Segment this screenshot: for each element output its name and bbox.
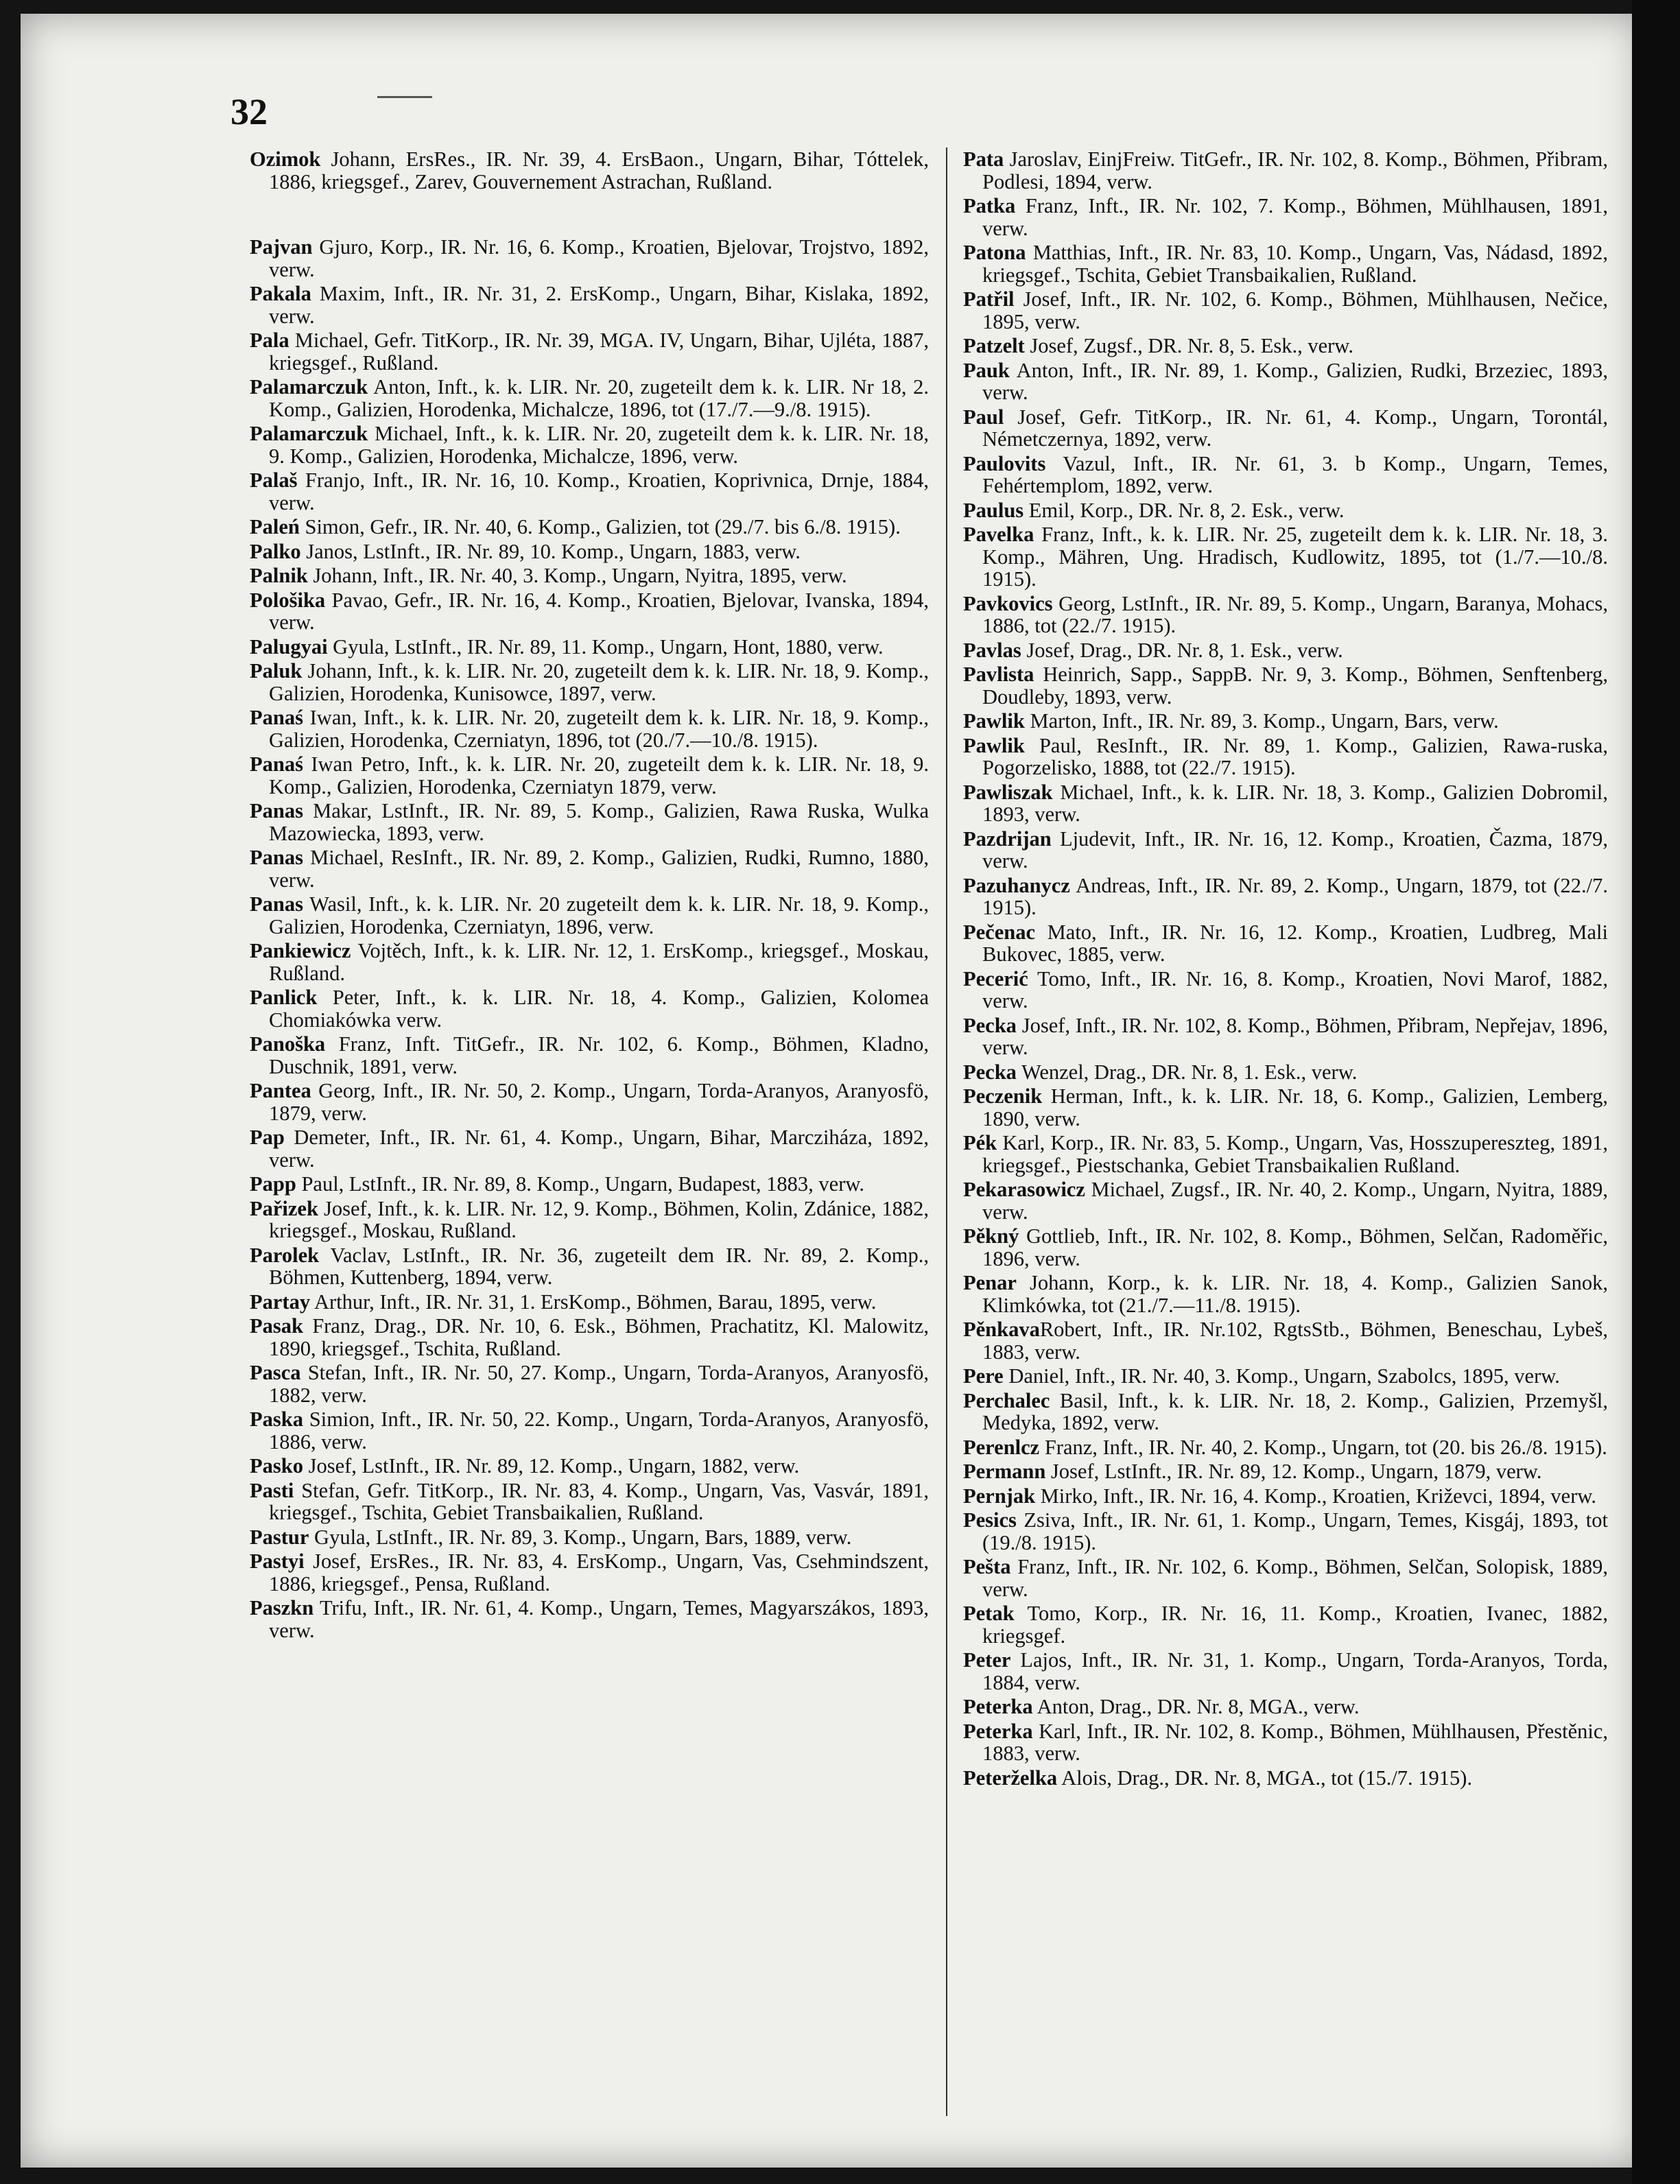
entry-details: Iwan, Inft., k. k. LIR. Nr. 20, zugeteilt dem k. k. LIR. Nr. 18, 9. Komp., Galizien, Horodenka, Czerniatyn, 1896, tot (20./7.—10./8. 1915). [269,706,929,752]
list-entry [250,541,929,563]
list-entry [963,1085,1608,1130]
list-entry [963,710,1608,733]
list-entry [963,968,1608,1012]
list-entry [963,1365,1608,1388]
entry-details: Makar, LstInft., IR. Nr. 89, 5. Komp., Galizien, Rawa Ruska, Wulka Mazowiecka, 1893, verw. [269,799,929,845]
entry-surname: Panas [250,846,303,869]
entry-surname: Pološika [250,588,326,612]
entry-surname: Pavelka [963,523,1034,546]
list-entry [250,1291,929,1314]
list-entry [963,288,1608,333]
list-entry [963,1602,1608,1647]
list-entry [250,589,929,634]
list-entry [250,516,929,538]
list-entry [963,1318,1608,1363]
entry-surname: Pajvan [250,235,313,259]
entry-details: Franjo, Inft., IR. Nr. 16, 10. Komp., Kroatien, Koprivnica, Drnje, 1884, verw. [269,468,929,514]
entry-surname: Pazuhanycz [963,873,1070,897]
list-entry [963,148,1608,193]
entry-surname: Paulus [963,498,1024,522]
entry-surname: Pasko [250,1454,303,1477]
entry-details: Demeter, Inft., IR. Nr. 61, 4. Komp., Ungarn, Bihar, Marcziháza, 1892, verw. [269,1126,929,1172]
entry-details: Josef, Drag., DR. Nr. 8, 1. Esk., verw. [1021,638,1343,662]
entry-surname: Panlick [250,986,318,1009]
entry-details: Karl, Korp., IR. Nr. 83, 5. Komp., Ungarn, Vas, Hosszupereszteg, 1891, kriegsgef., Piestschanka, Gebiet Transbaikalien Rußland. [982,1131,1608,1177]
entry-surname: Pavlas [963,638,1021,662]
entry-surname: Pere [963,1364,1004,1388]
entry-surname: Petak [963,1602,1015,1625]
entry-surname: Pawlik [963,733,1025,757]
entry-details: Franz, Inft., IR. Nr. 40, 2. Komp., Ungarn, tot (20. bis 26./8. 1915). [1039,1435,1607,1459]
entry-details: Michael, ResInft., IR. Nr. 89, 2. Komp., Galizien, Rudki, Rumno, 1880, verw. [269,846,929,892]
entry-surname: Pastyi [250,1550,305,1573]
scan-edge [1632,0,1680,2184]
entry-surname: Pavlista [963,663,1034,686]
list-entry [963,335,1608,357]
list-entry [963,735,1608,779]
entry-surname: Pawliszak [963,780,1053,804]
list-entry [250,329,929,374]
entry-details: Zsiva, Inft., IR. Nr. 61, 1. Komp., Ungarn, Temes, Kisgáj, 1893, tot (19./8. 1915). [982,1508,1608,1554]
list-entry [963,1014,1608,1059]
entry-details: Gjuro, Korp., IR. Nr. 16, 6. Komp., Kroatien, Bjelovar, Trojstvo, 1892, verw. [269,235,929,281]
entry-surname: Patřil [963,287,1015,311]
list-entry [250,283,929,327]
entry-surname: Paska [250,1408,303,1431]
entry-surname: Peterželka [963,1766,1058,1790]
entry-details: Emil, Korp., DR. Nr. 8, 2. Esk., verw. [1024,498,1345,522]
column-divider [946,147,947,2116]
entry-details: Daniel, Inft., IR. Nr. 40, 3. Komp., Ungarn, Szabolcs, 1895, verw. [1003,1364,1560,1388]
entry-surname: Pawlik [963,709,1025,733]
entry-details: Johann, Inft., IR. Nr. 40, 3. Komp., Ungarn, Nyitra, 1895, verw. [307,564,847,587]
entry-details: Paul, LstInft., IR. Nr. 89, 8. Komp., Ungarn, Budapest, 1883, verw. [296,1172,865,1196]
entry-surname: Paszkn [250,1596,314,1619]
entry-surname: Pastur [250,1525,309,1549]
entry-details: Georg, LstInft., IR. Nr. 89, 5. Komp., Ungarn, Baranya, Mohacs, 1886, tot (22./7. 1915). [982,591,1608,637]
list-entry [250,1080,929,1124]
list-entry [963,406,1608,451]
entry-surname: Penar [963,1271,1017,1294]
list-entry [250,986,929,1031]
entry-surname: Perenlcz [963,1435,1040,1459]
entry-surname: Partay [250,1290,311,1314]
list-entry [250,148,929,193]
entry-surname: Pekarasowicz [963,1178,1085,1201]
list-entry [963,781,1608,826]
entry-details: Michael, Inft., k. k. LIR. Nr. 18, 3. Komp., Galizien Dobromil, 1893, verw. [982,780,1608,826]
entry-details: Pavao, Gefr., IR. Nr. 16, 4. Komp., Kroatien, Bjelovar, Ivanska, 1894, verw. [269,588,929,634]
entry-details: Johann, Inft., k. k. LIR. Nr. 20, zugeteilt dem k. k. LIR. Nr. 18, 9. Komp., Galizien, Horodenka, Kunisowce, 1897, verw. [269,659,929,705]
entry-surname: Parolek [250,1243,320,1267]
entry-details: Josef, Inft., IR. Nr. 102, 6. Komp., Böhmen, Mühlhausen, Nečice, 1895, verw. [982,287,1608,333]
list-entry [963,1061,1608,1084]
entry-details: Arthur, Inft., IR. Nr. 31, 1. ErsKomp., Böhmen, Barau, 1895, verw. [310,1290,877,1314]
entry-details: Lajos, Inft., IR. Nr. 31, 1. Komp., Ungarn, Torda-Aranyos, Torda, 1884, verw. [982,1648,1608,1694]
entry-surname: Pauk [963,358,1010,382]
entry-surname: Pala [250,329,289,352]
entry-details: Anton, Drag., DR. Nr. 8, MGA., verw. [1032,1695,1360,1718]
entry-details: Josef, ErsRes., IR. Nr. 83, 4. ErsKomp., Ungarn, Vas, Csehmindszent, 1886, kriegsgef., Pensa, Rußland. [269,1550,929,1595]
entry-details: Mirko, Inft., IR. Nr. 16, 4. Komp., Kroatien, Križevci, 1894, verw. [1035,1484,1597,1508]
entry-surname: Pankiewicz [250,939,351,962]
list-entry [963,1649,1608,1694]
list-entry [963,1696,1608,1718]
list-entry [963,1132,1608,1176]
entry-details: Michael, Zugsf., IR. Nr. 40, 2. Komp., Ungarn, Nyitra, 1889, verw. [982,1178,1608,1224]
entry-details: Mato, Inft., IR. Nr. 16, 12. Komp., Kroatien, Ludbreg, Mali Bukovec, 1885, verw. [982,920,1608,966]
entry-details: Simion, Inft., IR. Nr. 50, 22. Komp., Ungarn, Torda-Aranyos, Aranyosfö, 1886, verw. [269,1408,929,1453]
entry-details: Johann, Korp., k. k. LIR. Nr. 18, 4. Komp., Galizien Sanok, Klimkówka, tot (21./7.—11./8. 1915). [982,1271,1608,1317]
list-entry [963,1720,1608,1765]
list-entry [250,236,929,281]
entry-surname: Palugyai [250,634,328,658]
list-entry [963,1509,1608,1554]
list-entry [250,1408,929,1453]
list-entry [963,359,1608,404]
entry-details: Peter, Inft., k. k. LIR. Nr. 18, 4. Komp., Galizien, Kolomea Chomiakówka verw. [269,986,929,1032]
list-entry [963,241,1608,286]
entry-details: Karl, Inft., IR. Nr. 102, 8. Komp., Böhmen, Mühlhausen, Přestěnic, 1883, verw. [982,1719,1608,1765]
list-entry [963,1460,1608,1483]
entry-details: Gottlieb, Inft., IR. Nr. 102, 8. Komp., Böhmen, Selčan, Radoměřic, 1896, verw. [982,1224,1608,1270]
entry-details: Vazul, Inft., IR. Nr. 61, 3. b Komp., Ungarn, Temes, Fehértemplom, 1892, verw. [982,451,1608,497]
list-entry [250,753,929,798]
header-rule [377,96,432,98]
list-entry [250,376,929,420]
list-entry [963,195,1608,239]
list-entry [250,707,929,751]
entry-details: Trifu, Inft., IR. Nr. 61, 4. Komp., Ungarn, Temes, Magyarszákos, 1893, verw. [269,1596,929,1642]
entry-details: Johann, ErsRes., IR. Nr. 39, 4. ErsBaon., Ungarn, Bihar, Tóttelek, 1886, kriegsgef., Zarev, Gouvernement Astrachan, Rußland. [269,147,929,193]
entry-surname: Palnik [250,564,308,587]
entry-surname: Pakala [250,282,311,305]
entry-surname: Pernjak [963,1484,1036,1508]
entry-details: Franz, Inft. TitGefr., IR. Nr. 102, 6. Komp., Böhmen, Kladno, Duschnik, 1891, verw. [269,1032,929,1078]
entry-details: Stefan, Inft., IR. Nr. 50, 27. Komp., Ungarn, Torda-Aranyos, Aranyosfö, 1882, verw. [269,1361,929,1407]
entry-surname: Pasak [250,1314,303,1338]
entry-surname: Palamarczuk [250,375,368,399]
list-entry [963,1390,1608,1434]
list-entry [963,639,1608,662]
entry-details: Anton, Inft., IR. Nr. 89, 1. Komp., Galizien, Rudki, Brzeziec, 1893, verw. [982,358,1608,404]
entry-details: Josef, Inft., k. k. LIR. Nr. 12, 9. Komp., Böhmen, Kolin, Zdánice, 1882, kriegsgef., Moskau, Rußland. [269,1196,929,1242]
entry-details: Gyula, LstInft., IR. Nr. 89, 3. Komp., Ungarn, Bars, 1889, verw. [309,1525,852,1549]
entry-surname: Permann [963,1460,1046,1483]
entry-surname: Pečenac [963,920,1035,944]
entry-details: Ljudevit, Inft., IR. Nr. 16, 12. Komp., Kroatien, Čazma, 1879, verw. [982,827,1608,873]
list-entry [963,1436,1608,1459]
entry-details: Tomo, Inft., IR. Nr. 16, 8. Komp., Kroatien, Novi Marof, 1882, verw. [982,966,1608,1012]
entry-details: Maxim, Inft., IR. Nr. 31, 2. ErsKomp., Ungarn, Bihar, Kislaka, 1892, verw. [269,282,929,328]
list-entry [250,565,929,587]
list-entry [963,875,1608,919]
entry-surname: Pantea [250,1079,311,1102]
entry-details: Wenzel, Drag., DR. Nr. 8, 1. Esk., verw. [1016,1060,1358,1084]
entry-surname: Pařizek [250,1196,318,1220]
entry-surname: Patka [963,194,1016,217]
list-entry [963,1178,1608,1223]
list-entry [250,940,929,984]
entry-surname: Pasca [250,1361,301,1384]
list-entry [250,1455,929,1477]
entry-surname: Panaś [250,752,303,776]
list-entry [250,1198,929,1242]
entry-surname: Paulovits [963,451,1046,475]
list-entry [963,663,1608,708]
entry-surname: Palko [250,539,301,563]
list-entry [250,1315,929,1360]
list-entry [250,846,929,891]
list-entry [250,660,929,704]
entry-surname: Palamarczuk [250,422,368,445]
entry-surname: Peterka [963,1719,1033,1743]
list-entry [250,1126,929,1171]
list-entry [250,469,929,514]
entry-details: Simon, Gefr., IR. Nr. 40, 6. Komp., Galizien, tot (29./7. bis 6./8. 1915). [299,515,901,538]
entry-details: Vaclav, LstInft., IR. Nr. 36, zugeteilt dem IR. Nr. 89, 2. Komp., Böhmen, Kuttenberg, 1894, verw. [269,1243,929,1289]
entry-surname: Peterka [963,1695,1033,1718]
entry-surname: Pešta [963,1555,1011,1578]
list-entry [250,1173,929,1196]
entry-surname: Pěkný [963,1224,1019,1248]
entry-surname: Panoška [250,1032,326,1056]
list-entry [963,1556,1608,1600]
entry-surname: Pěnkava [963,1318,1040,1341]
entry-details: Marton, Inft., IR. Nr. 89, 3. Komp., Ungarn, Bars, verw. [1024,709,1499,733]
entry-surname: Perchalec [963,1388,1050,1412]
list-entry [963,1225,1608,1270]
list-entry [250,800,929,844]
document-page [21,14,1643,2168]
entry-surname: Paluk [250,659,303,682]
section-gap [250,195,929,236]
list-entry [963,453,1608,497]
list-entry [963,1485,1608,1508]
entry-surname: Patzelt [963,334,1025,357]
entry-surname: Pecka [963,1013,1017,1037]
entry-surname: Pesics [963,1508,1017,1532]
entry-surname: Pap [250,1126,285,1149]
entry-surname: Peter [963,1648,1011,1672]
entry-details: Alois, Drag., DR. Nr. 8, MGA., tot (15./7. 1915). [1057,1766,1473,1790]
list-entry [250,423,929,467]
entry-details: Robert, Inft., IR. Nr.102, RgtsStb., Böhmen, Beneschau, Lybeš, 1883, verw. [982,1318,1608,1364]
list-entry [250,1033,929,1078]
entry-surname: Pasti [250,1478,294,1502]
entry-details: Stefan, Gefr. TitKorp., IR. Nr. 83, 4. Komp., Ungarn, Vas, Vasvár, 1891, kriegsgef., Tschita, Gebiet Transbaikalien, Rußland. [269,1478,929,1524]
entry-details: Michael, Inft., k. k. LIR. Nr. 20, zugeteilt dem k. k. LIR. Nr. 18, 9. Komp., Galizien, Horodenka, Michalcze, 1896, verw. [269,422,929,468]
entry-surname: Panas [250,892,303,916]
entry-surname: Pata [963,147,1004,171]
entry-details: Matthias, Inft., IR. Nr. 83, 10. Komp., Ungarn, Vas, Nádasd, 1892, kriegsgef., Tschita, Gebiet Transbaikalien, Rußland. [982,241,1608,287]
entry-details: Andreas, Inft., IR. Nr. 89, 2. Komp., Ungarn, 1879, tot (22./7. 1915). [982,873,1608,919]
entry-details: Tomo, Korp., IR. Nr. 16, 11. Komp., Kroatien, Ivanec, 1882, kriegsgef. [982,1602,1608,1648]
entry-surname: Paleń [250,515,300,538]
right-column [963,148,1608,1791]
entry-details: Anton, Inft., k. k. LIR. Nr. 20, zugeteilt dem k. k. LIR. Nr 18, 2. Komp., Galizien, Horodenka, Michalcze, 1896, tot (17./7.—9./8. 1915). [269,375,929,421]
list-entry [250,1597,929,1641]
list-entry [963,1767,1608,1790]
entry-surname: Pecka [963,1060,1017,1084]
list-entry [963,499,1608,522]
list-entry [250,893,929,938]
entry-details: Franz, Drag., DR. Nr. 10, 6. Esk., Böhmen, Prachatitz, Kl. Malowitz, 1890, kriegsgef., Tschita, Rußland. [269,1314,929,1360]
entry-details: Basil, Inft., k. k. LIR. Nr. 18, 2. Komp., Galizien, Przemyšl, Medyka, 1892, verw. [982,1388,1608,1434]
entry-details: Michael, Gefr. TitKorp., IR. Nr. 39, MGA. IV, Ungarn, Bihar, Ujléta, 1887, kriegsgef., Rußland. [269,329,929,375]
entry-surname: Ozimok [250,147,321,171]
entry-details: Wasil, Inft., k. k. LIR. Nr. 20 zugeteilt dem k. k. LIR. Nr. 18, 9. Komp., Galizien, Horodenka, Czerniatyn, 1896, verw. [269,892,929,938]
entry-details: Gyula, LstInft., IR. Nr. 89, 11. Komp., Ungarn, Hont, 1880, verw. [327,634,884,658]
entry-details: Franz, Inft., IR. Nr. 102, 6. Komp., Böhmen, Selčan, Solopisk, 1889, verw. [982,1555,1608,1601]
entry-details: Heinrich, Sapp., SappB. Nr. 9, 3. Komp., Böhmen, Senftenberg, Doudleby, 1893, verw. [982,663,1608,709]
entry-details: Paul, ResInft., IR. Nr. 89, 1. Komp., Galizien, Rawa-ruska, Pogorzelisko, 1888, tot (22./7. 1915). [982,733,1608,779]
entry-surname: Panas [250,799,303,822]
list-entry [250,1480,929,1524]
entry-details: Josef, Gefr. TitKorp., IR. Nr. 61, 4. Komp., Ungarn, Torontál, Németczernya, 1892, verw. [982,405,1608,451]
list-entry [250,636,929,658]
list-entry [250,1550,929,1595]
entry-surname: Peczenik [963,1084,1043,1108]
list-entry [963,593,1608,637]
entry-details: Georg, Inft., IR. Nr. 50, 2. Komp., Ungarn, Torda-Aranyos, Aranyosfö, 1879, verw. [269,1079,929,1125]
entry-details: Franz, Inft., IR. Nr. 102, 7. Komp., Böhmen, Mühlhausen, 1891, verw. [982,194,1608,240]
list-entry [250,1244,929,1289]
left-column [250,148,929,1643]
entry-surname: Pék [963,1131,997,1154]
entry-surname: Paul [963,405,1004,429]
entry-details: Franz, Inft., k. k. LIR. Nr. 25, zugeteilt dem k. k. LIR. Nr. 18, 3. Komp., Mähren, Ung. Hradisch, Kudlowitz, 1895, tot (1./7.—10./8. 1915). [982,523,1608,591]
entry-details: Iwan Petro, Inft., k. k. LIR. Nr. 20, zugeteilt dem k. k. LIR. Nr. 18, 9. Komp., Galizien, Horodenka, Czerniatyn 1879, verw. [269,752,929,798]
entry-surname: Patona [963,241,1026,264]
list-entry [963,921,1608,966]
entry-surname: Palaš [250,468,298,492]
list-entry [963,828,1608,873]
list-entry [250,1362,929,1406]
entry-details: Vojtěch, Inft., k. k. LIR. Nr. 12, 1. ErsKomp., kriegsgef., Moskau, Rußland. [269,939,929,985]
entry-details: Herman, Inft., k. k. LIR. Nr. 18, 6. Komp., Galizien, Lemberg, 1890, verw. [982,1084,1608,1130]
entry-details: Josef, Zugsf., DR. Nr. 8, 5. Esk., verw. [1024,334,1353,357]
entry-details: Josef, LstInft., IR. Nr. 89, 12. Komp., Ungarn, 1882, verw. [303,1454,800,1477]
entry-details: Janos, LstInft., IR. Nr. 89, 10. Komp., Ungarn, 1883, verw. [300,539,801,563]
entry-surname: Panaś [250,706,303,729]
entry-surname: Pavkovics [963,591,1053,615]
entry-details: Jaroslav, EinjFreiw. TitGefr., IR. Nr. 102, 8. Komp., Böhmen, Přibram, Podlesi, 1894, verw. [982,147,1608,193]
entry-surname: Pecerić [963,966,1028,990]
entry-surname: Papp [250,1172,296,1196]
list-entry [963,1272,1608,1316]
entry-details: Josef, LstInft., IR. Nr. 89, 12. Komp., Ungarn, 1879, verw. [1045,1460,1542,1483]
entry-details: Josef, Inft., IR. Nr. 102, 8. Komp., Böhmen, Přibram, Nepřejav, 1896, verw. [982,1013,1608,1059]
entry-surname: Pazdrijan [963,827,1052,851]
list-entry [963,523,1608,591]
list-entry [250,1526,929,1549]
page-number: 32 [230,91,268,132]
